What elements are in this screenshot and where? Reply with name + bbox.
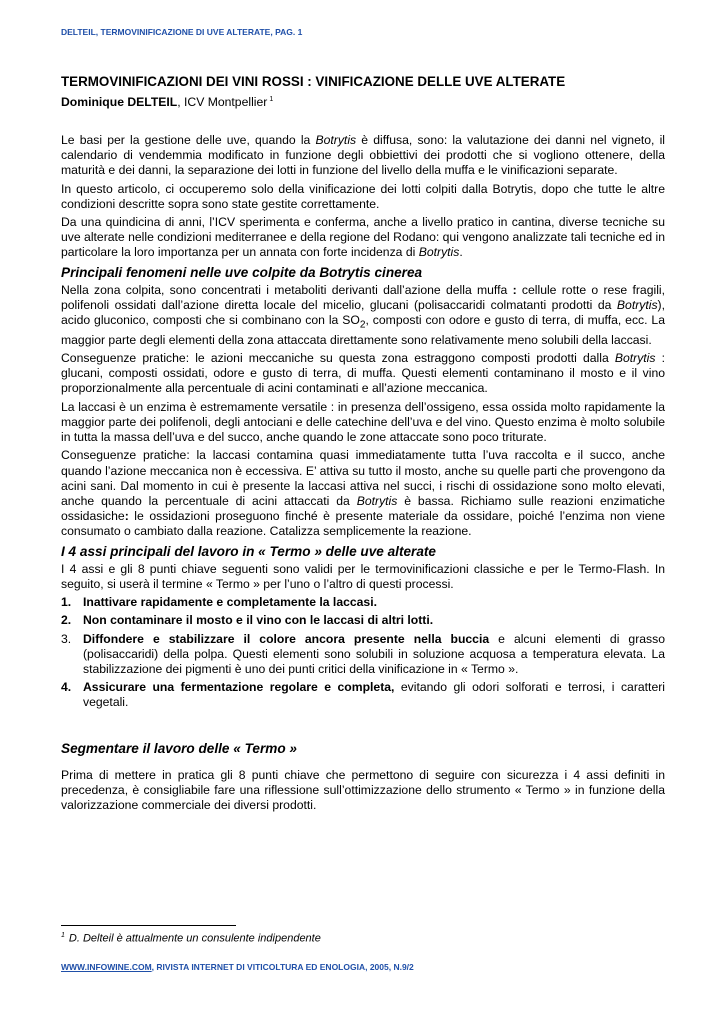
running-header: DELTEIL, TERMOVINIFICAZIONE DI UVE ALTERATE, PAG. 1 xyxy=(61,27,303,37)
footnote xyxy=(61,932,321,945)
author-name: Dominique DELTEIL xyxy=(61,95,178,109)
footnote-ref[interactable]: 1 xyxy=(269,95,274,103)
section-heading-segment: Segmentare il lavoro delle « Termo » xyxy=(61,740,297,756)
list-item: 4. Assicurare una fermentazione regolare e completa, evitando gli odori solforati e terrosi, i caratteri vegetali. xyxy=(61,680,665,710)
intro-paragraph-1: Le basi per la gestione delle uve, quando la Botrytis è diffusa, sono: la valutazione dei danni nel vigneto, il calendario di vendemmia modificato in funzione degli obbiettivi dei prodotti che si vogliono ottenere, della maturità e dei danni, la separazione dei lotti in funzione del livello della muffa e le vinificazioni separate. xyxy=(61,133,665,178)
section1-paragraph-2: Conseguenze pratiche: le azioni meccaniche su questa zona estraggono composti prodotti dalla Botrytis : glucani, composti ossidati, odore e gusto di terra, di muffa. Questi elementi contaminano il mosto e il vino proporzionalmente alla percentuale di acini contaminati e all’azione meccanica. xyxy=(61,351,665,396)
list-item: 2. Non contaminare il mosto e il vino con le laccasi di altri lotti. xyxy=(61,613,434,628)
author-line xyxy=(61,95,273,109)
footer-text: , RIVISTA INTERNET DI VITICOLTURA ED ENOLOGIA, 2005, N.9/2 xyxy=(151,962,414,972)
footnote-divider xyxy=(61,925,236,926)
running-footer xyxy=(61,962,414,972)
section2-intro: I 4 assi e gli 8 punti chiave seguenti sono validi per le termovinificazioni classiche e per le Termo-Flash. In seguito, si userà il termine « Termo » per l’uno o l’altro di questi processi. xyxy=(61,561,665,591)
document-title: TERMOVINIFICAZIONI DEI VINI ROSSI : VINIFICAZIONE DELLE UVE ALTERATE xyxy=(61,74,566,89)
section1-paragraph-3: La laccasi è un enzima è estremamente versatile : in presenza dell’ossigeno, essa ossida molto rapidamente la maggior parte dei polifenoli, degli antociani e delle catechine dell’uva e del vino. Questo enzima è molto solubile in tutta la massa dell’uva e del succo, anche quando le zone attaccate sono poco triturate. xyxy=(61,399,665,445)
section1-paragraph-4: Conseguenze pratiche: la laccasi contamina quasi immediatamente tutta l’uva raccolta e il succo, anche quando l’azione meccanica non è eccessiva. E’ attiva su tutto il mosto, anche su quelle parti che provengono da acini sani. Dal momento in cui è presente la laccasi attiva nel succi, i rischi di ossidazione sono molto elevati, anche quando la percentuale di acini attaccati da Botrytis è bassa. Richiamo sulle reazioni enzimatiche ossidasiche: le ossidazioni proseguono finché è presente materiale da ossidare, poiché l’enzima non viene consumato o cambiato dalla reazione. Catalizza semplicemente la reazione. xyxy=(61,448,665,539)
section-heading-four-axes: I 4 assi principali del lavoro in « Termo » delle uve alterate xyxy=(61,543,436,559)
intro-paragraph-2: In questo articolo, ci occuperemo solo della vinificazione dei lotti colpiti dalla Botrytis, dopo che tutte le altre condizioni descritte sopra sono state gestite correttamente. xyxy=(61,181,665,211)
footnote-number: 1 xyxy=(61,932,65,939)
author-affiliation: , ICV Montpellier xyxy=(177,95,268,109)
list-item: 3. Diffondere e stabilizzare il colore ancora presente nella buccia e alcuni elementi di grasso (polisaccaridi) della polpa. Questi elementi sono solubili in soluzione acquosa a temperatura elevata. La stabilizzazione dei pigmenti è uno dei punti critici della vinificazione in « Termo ». xyxy=(61,631,666,676)
section1-paragraph-1: Nella zona colpita, sono concentrati i metaboliti derivanti dall’azione della muffa : cellule rotte o rese fragili, polifenoli ossidati dall’azione diretta locale del micelio, glucani (polisaccaridi colmatanti prodotti da Botrytis), acido gluconico, composti che si combinano con la $SO_2$, composti con odore e gusto di terra, di muffa, ecc. La maggior parte degli elementi della zona attaccata direttamente sono relativamente meno solubili della laccasi. xyxy=(61,282,665,347)
article-body xyxy=(61,133,665,816)
footnote-text: D. Delteil è attualmente un consulente indipendente xyxy=(68,932,321,945)
section-heading-phenomena: Principali fenomeni nelle uve colpite da Botrytis cinerea xyxy=(61,264,423,280)
axes-list xyxy=(61,595,665,710)
section3-paragraph-1: Prima di mettere in pratica gli 8 punti chiave che permettono di seguire con sicurezza i 4 assi definiti in precedenza, è consigliabile fare una riflessione sull’ottimizzazione dello strumento « Termo » in funzione della valorizzazione commerciale dei diversi prodotti. xyxy=(61,767,665,813)
website-link[interactable]: WWW.INFOWINE.COM xyxy=(61,962,152,972)
list-item: 1. Inattivare rapidamente e completamente la laccasi. xyxy=(61,595,377,610)
intro-paragraph-3: Da una quindicina di anni, l’ICV sperimenta e conferma, anche a livello pratico in cantina, diverse tecniche su uve alterate nelle condizioni mediterranee e della regione del Rodano: qui vengono analizzate tali tecniche ed in particolare la loro importanza per un annata con forte incidenza di Botrytis. xyxy=(61,215,665,260)
